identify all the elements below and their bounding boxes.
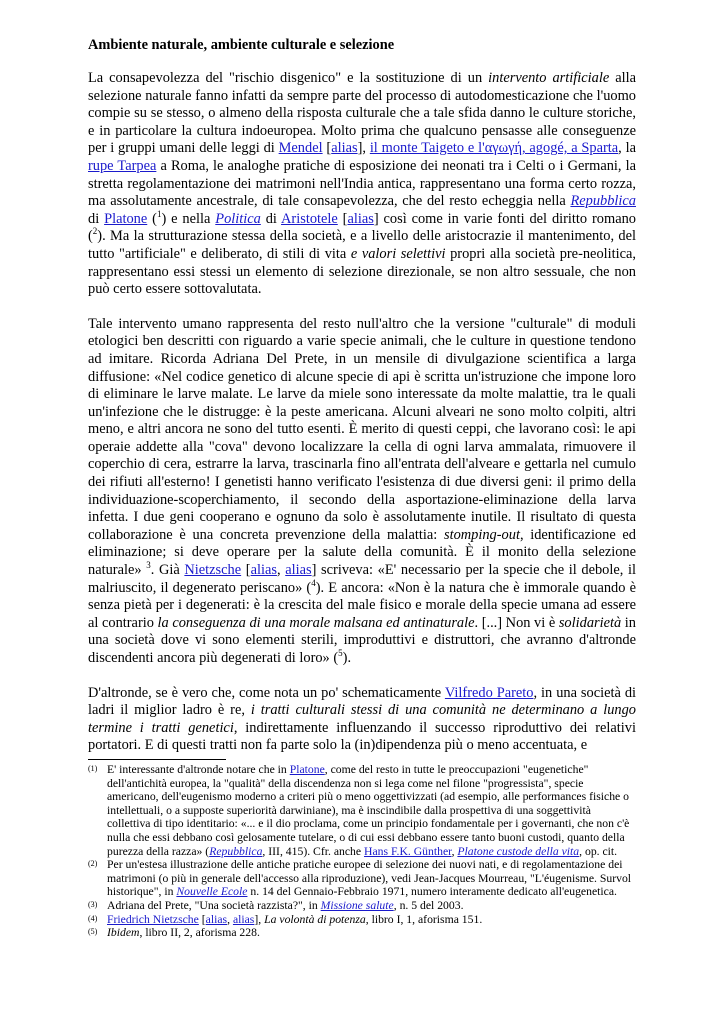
link-mendel[interactable]: Mendel bbox=[278, 140, 323, 157]
link-nietzsche[interactable]: Nietzsche bbox=[184, 562, 242, 579]
link-aristotele[interactable]: Aristotele bbox=[281, 210, 338, 227]
footnote-ref-2: 2 bbox=[92, 226, 98, 237]
footnote-1: (1) E' interessante d'altronde notare che in Platone, come del resto in tutte le preoccupazioni "eugenetiche" dell'antichità europea, la "qualità" della discendenza non si lega come nel filone "progressista", specie americano, dell'eugenismo moderno a criteri più o meno oggettivizzati (ad esempio, alle performances fisiche o intellettuali, o a supposte superiorità darwiniane), ma è inscindibile dalla prospettiva di una soggettività collettiva di tipo identitario: «... e il dio proclama, come un principio fondamentale per i governanti, che non c'è nulla che essi debbano così gelosamente tutelare, o di cui essi debbano essere tanto buoni custodi, quanto della purezza della razza» (Repubblica, III, 415). Cfr. anche Hans F.K. Günther, Platone custode della vita, op. cit. bbox=[88, 762, 630, 858]
footnotes bbox=[88, 763, 636, 940]
fn1-link-repubblica[interactable]: Repubblica bbox=[209, 844, 263, 858]
footnote-mark-4: (4) bbox=[88, 913, 98, 923]
footnote-5: (5) Ibidem, libro II, 2, aforisma 228. bbox=[88, 926, 260, 940]
link-rupe-tarpea[interactable]: rupe Tarpea bbox=[88, 157, 157, 174]
footnote-2: (2) Per un'estesa illustrazione delle antiche pratiche europee di selezione dei nuovi nati, e di regolamentazione dei matrimoni (o più in generale dell'accesso alla riproduzione), vedi Jean-Jacques Mourreau, "L'éugenisme. Survol historique", in Nouvelle Ecole n. 14 del Gennaio-Febbraio 1971, numero interamente dedicato all'eugenetica. bbox=[88, 858, 632, 899]
link-mendel-alias[interactable]: alias bbox=[331, 140, 358, 157]
link-aristotele-alias[interactable]: alias bbox=[347, 210, 374, 227]
fn2-link-nouvelle-ecole[interactable]: Nouvelle Ecole bbox=[176, 885, 248, 899]
footnote-ref-1: 1 bbox=[156, 208, 162, 219]
paragraph-2: Tale intervento umano rappresenta del resto null'altro che la versione "culturale" di moduli etologici ben descritti con riguardo a varie specie animali, che le culture in questione tendono ad imitare. Ricorda Adriana Del Prete, in un mensile di divulgazione scientifica a larga diffusione: «Nel codice genetico di alcune specie di api è scritta un'istruzione che impone loro di eliminare le larve malate. Le larve da miele sono interessate da molte malattie, tra le quali un'infezione che le distrugge: è la peste americana. Alcuni alveari ne sono molto colpiti, altri meno, e altri ancora ne sono del tutto esenti. È merito di questi ceppi, che lavorano così: le api operaie addette alla "cova" devono localizzare la cella di ogni larva ammalata, rimuovere il coperchio di cera, estrarre la larva, trascinarla fino all'entrata dell'alveare e gettarla nel cumulo dei rifiuti all'esterno! I genetisti hanno verificato l'esistenza di due diversi geni: il primo della individuazione-scoperchiamento, il secondo della asportazione-eliminazione della larva infetta. I due geni cooperano e ognuno da solo è assolutamente inutile. Il risultato di questa collaborazione è una concreta prevenzione della malattia: stomping-out, identificazione ed eliminazione; si deve operare per la salute della comunità. È il monito della selezione naturale» $^3$. Già Nietzsche [alias, alias] scriveva: «E' necessario per la specie che il debole, il malriuscito, il degenerato periscano» ($^4$). E ancora: «Non è la natura che è immorale quando è senza pietà per i degenerati: è la crescita del male fisico e morale della specie umana ad essere al contrario la conseguenza di una morale malsana ed antinaturale. [...] Non vi è solidarietà in una società dove vi sono elementi sterili, improduttivi e distruttori, che avranno d'altronde discendenti ancora più degenerati di loro» ($^5$). bbox=[88, 315, 637, 666]
footnote-3: (3) Adriana del Prete, "Una società razzista?", in Missione salute, n. 5 del 2003. bbox=[88, 898, 464, 912]
footnote-ref-3: 3 bbox=[146, 560, 151, 571]
link-pareto[interactable]: Vilfredo Pareto bbox=[444, 684, 534, 701]
link-politica[interactable]: Politica bbox=[215, 210, 261, 227]
fn1-link-platone-custode[interactable]: Platone custode della vita bbox=[457, 844, 580, 858]
fn4-link-nietzsche[interactable]: Friedrich Nietzsche bbox=[107, 912, 199, 926]
footnote-mark-2: (2) bbox=[88, 859, 98, 869]
fn1-link-gunther[interactable]: Hans F.K. Günther bbox=[364, 844, 452, 858]
footnote-ref-4: 4 bbox=[311, 577, 316, 588]
link-nietzsche-alias-1[interactable]: alias bbox=[250, 562, 277, 579]
link-repubblica[interactable]: Repubblica bbox=[570, 193, 636, 210]
paragraph-3: D'altronde, se è vero che, come nota un po' schematicamente Vilfredo Pareto, in una società di ladri il miglior ladro è re, i tratti culturali stessi di una comunità ne determinano a lungo termine i tratti genetici, indirettamente influenzando il successo riproduttivo dei relativi portatori. E di questi tratti non fa parte solo la (in)dipendenza più o meno accentuata, e bbox=[88, 684, 637, 754]
footnote-mark-3: (3) bbox=[88, 899, 98, 909]
link-platone[interactable]: Platone bbox=[104, 210, 148, 227]
footnote-separator bbox=[88, 759, 226, 760]
footnote-mark-1: (1) bbox=[88, 763, 98, 773]
link-nietzsche-alias-2[interactable]: alias bbox=[285, 562, 312, 579]
paragraph-1: La consapevolezza del "rischio disgenico" e la sostituzione di un intervento artificiale alla selezione naturale fanno infatti da sempre parte del processo di autodomesticazione che l'uomo compie su se stesso, o almeno della risposta culturale che a tale sfida danno le culture storiche, e in particolare la cultura indoeuropea. Molto prima che qualcuno pensasse alle conseguenze per i gruppi umani delle leggi di Mendel [alias], il monte Taigeto e l'αγωγή, agogé, a Sparta, la rupe Tarpea a Roma, le analoghe pratiche di esposizione dei neonati tra i Celti o i Germani, la stretta regolamentazione dei matrimoni nell'India antica, rappresentano una forma certo rozza, ma assolutamente ancestrale, di tale consapevolezza, che del resto echeggia nella Repubblica di Platone ($^1$) e nella Politica di Aristotele [alias] così come in varie fonti del diritto romano ($^2$). Ma la strutturazione stessa della società, e a livello delle aristocrazie il mantenimento, del tutto "artificiale" e deliberato, di stili di vita e valori selettivi propri alla società pre-neolitica, rappresentano essi stessi un elemento di selezione direzionale, se non altro sessuale, che non può certo essere sottovalutata. bbox=[88, 70, 637, 298]
link-taigeto-sparta[interactable]: il monte Taigeto e l'αγωγή, agogé, a Sparta bbox=[369, 140, 619, 157]
footnote-ref-5: 5 bbox=[338, 648, 343, 659]
fn4-link-alias-1[interactable]: alias bbox=[205, 912, 228, 926]
footnote-4: (4) Friedrich Nietzsche [alias, alias], La volontà di potenza, libro I, 1, aforisma 151. bbox=[88, 912, 483, 926]
fn3-link-missione-salute[interactable]: Missione salute bbox=[320, 898, 394, 912]
document-title: Ambiente naturale, ambiente culturale e selezione bbox=[88, 37, 395, 53]
fn4-link-alias-2[interactable]: alias bbox=[232, 912, 255, 926]
footnote-mark-5: (5) bbox=[88, 927, 98, 937]
fn1-link-platone[interactable]: Platone bbox=[289, 762, 325, 776]
